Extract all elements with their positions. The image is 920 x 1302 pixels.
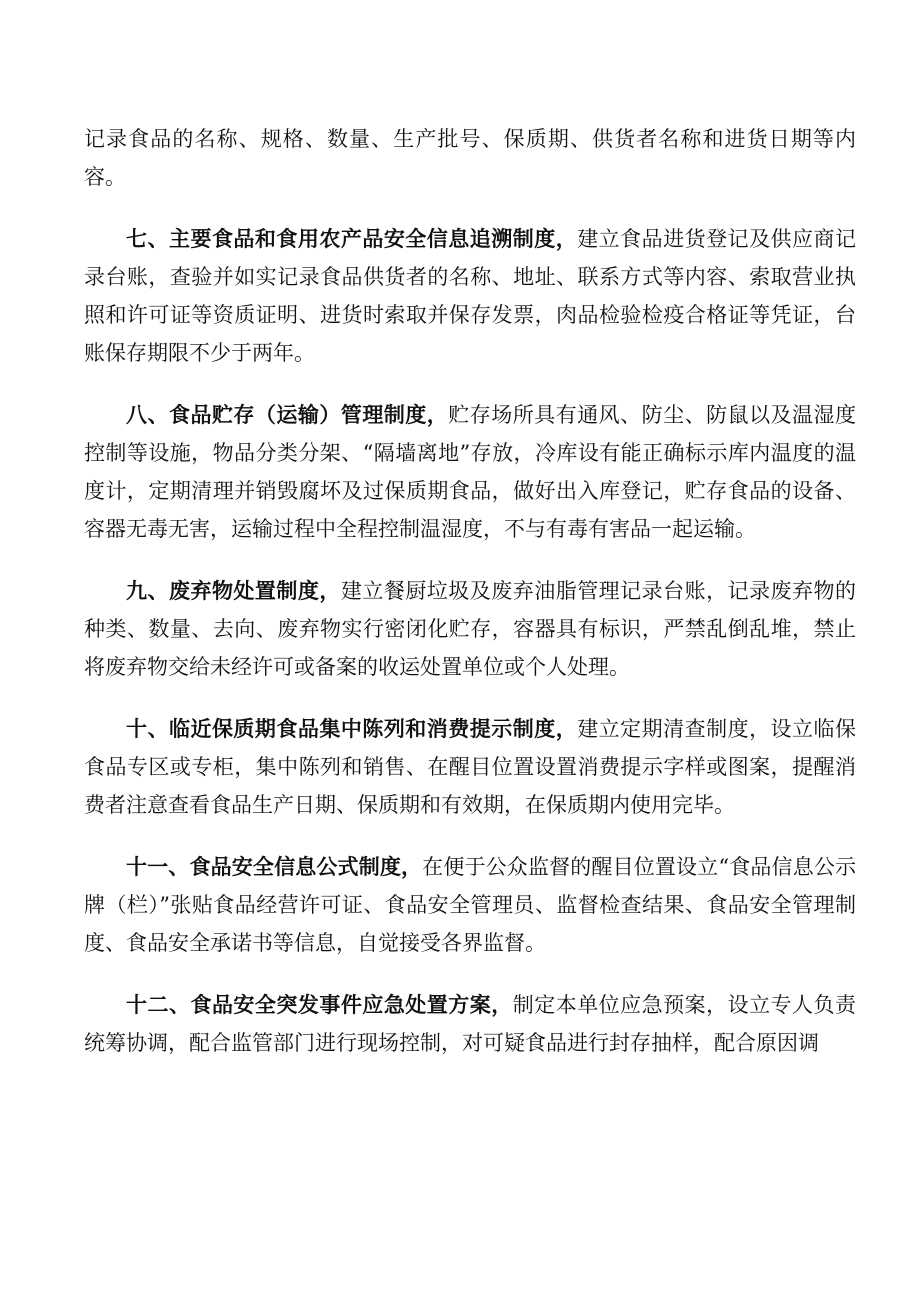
section-heading: 七、主要食品和食用农产品安全信息追溯制度， (126, 226, 578, 251)
paragraph-section-10 (84, 710, 856, 824)
paragraph-text: 记录食品的名称、规格、数量、生产批号、保质期、供货者名称和进货日期等内容。 (84, 127, 856, 189)
paragraph-text: 贮存场所具有通风、防尘、防鼠以及温湿度控制等设施，物品分类分架、“隔墙离地”存放，冷库设有能正确标示库内温度的温度计，定期清理并销毁腐坏及过保质期食品，做好出入库登记，贮存食品的设备、容器无毒无害，运输过程中全程控制温湿度，不与有毒有害品一起运输。 (84, 403, 857, 541)
paragraph-continuation (84, 120, 856, 196)
paragraph-text: 建立定期清查制度，设立临保食品专区或专柜，集中陈列和销售、在醒目位置设置消费提示字样或图案，提醒消费者注意查看食品生产日期、保质期和有效期，在保质期内使用完毕。 (84, 717, 857, 817)
paragraph-text: 在便于公众监督的醒目位置设立“食品信息公示牌（栏）”张贴食品经营许可证、食品安全管理员、监督检查结果、食品安全管理制度、食品安全承诺书等信息，自觉接受各界监督。 (84, 855, 857, 955)
paragraph-section-9 (84, 572, 856, 686)
section-heading: 十一、食品安全信息公式制度， (126, 854, 423, 879)
paragraph-text: 建立食品进货登记及供应商记录台账，查验并如实记录食品供货者的名称、地址、联系方式等内容、索取营业执照和许可证等资质证明、进货时索取并保存发票，肉品检验检疫合格证等凭证，台账保存期限不少于两年。 (84, 227, 857, 365)
paragraph-section-7 (84, 220, 856, 372)
section-heading: 十二、食品安全突发事件应急处置方案， (126, 992, 513, 1017)
paragraph-section-8 (84, 396, 856, 548)
paragraph-section-11 (84, 848, 856, 962)
paragraph-text: 建立餐厨垃圾及废弃油脂管理记录台账，记录废弃物的种类、数量、去向、废弃物实行密闭化贮存，容器具有标识，严禁乱倒乱堆，禁止将废弃物交给未经许可或备案的收运处置单位或个人处理。 (84, 579, 857, 679)
paragraph-text: 制定本单位应急预案，设立专人负责统筹协调，配合监管部门进行现场控制，对可疑食品进行封存抽样，配合原因调 (84, 993, 857, 1055)
paragraph-section-12 (84, 986, 856, 1062)
section-heading: 八、食品贮存（运输）管理制度， (126, 402, 449, 427)
document-page (84, 120, 856, 1086)
section-heading: 九、废弃物处置制度， (126, 578, 341, 603)
section-heading: 十、临近保质期食品集中陈列和消费提示制度， (126, 716, 578, 741)
